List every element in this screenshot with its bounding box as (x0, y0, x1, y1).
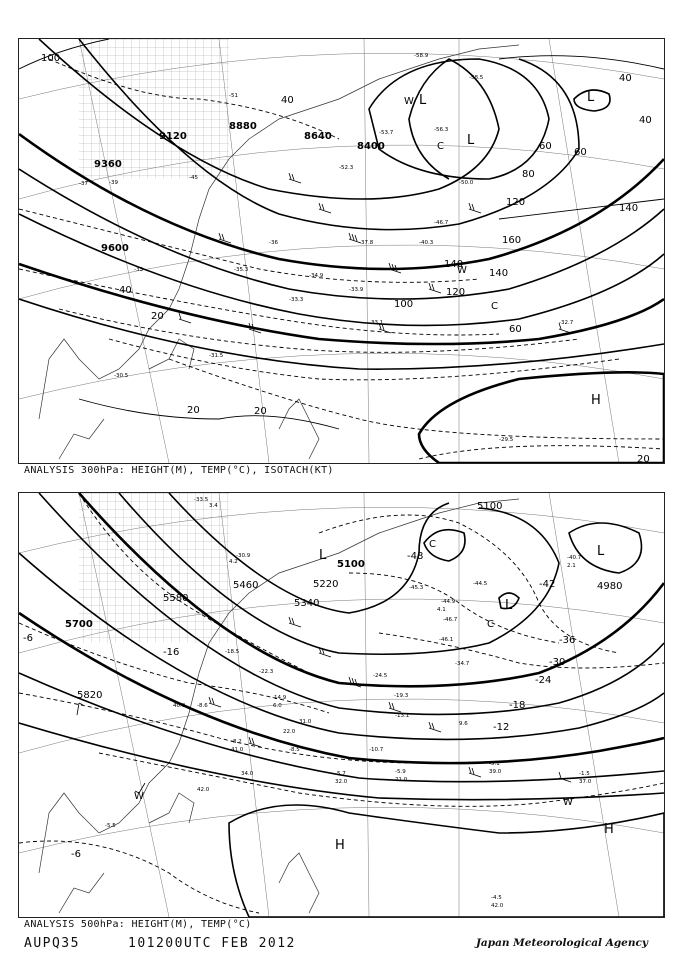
low-center: L (597, 544, 605, 559)
temp-value: -32.7 (559, 320, 574, 326)
caption-500hpa: ANALYSIS 500hPa: HEIGHT(M), TEMP(°C) (24, 919, 252, 930)
isotherm-label: -42 (539, 579, 556, 590)
isotach-label: 140 (444, 259, 464, 270)
isotherm-label: -24 (535, 675, 552, 686)
isotach-label: 160 (502, 235, 522, 246)
dewpoint-value: 32.0 (335, 779, 348, 785)
height-label: 5700 (65, 619, 93, 630)
dewpoint-value: 2.1 (567, 563, 576, 569)
height-label: 5220 (313, 579, 339, 590)
temp-value: -18.5 (225, 649, 240, 655)
height-label: 9600 (101, 243, 129, 254)
temp-value: -40.7 (567, 555, 582, 561)
dewpoint-value: 42.0 (197, 787, 210, 793)
temp-value: -29.5 (499, 437, 514, 443)
isotherm-label: -6 (71, 849, 81, 860)
height-label: 4980 (597, 581, 623, 592)
isotherm-label: -48 (407, 551, 424, 562)
temp-value: -56.3 (434, 127, 449, 133)
high-center: H (335, 838, 345, 853)
low-center: L (419, 93, 427, 108)
isotach-label: 40 (281, 95, 294, 106)
temp-value: -51 (229, 93, 238, 99)
map-500hpa-svg (19, 493, 664, 917)
temp-value: -46.1 (439, 637, 454, 643)
isotach-label: 40 (639, 115, 652, 126)
temp-value: -46.7 (434, 220, 449, 226)
analysis-300hpa-map (18, 38, 665, 464)
valid-time: 101200UTC FEB 2012 (128, 936, 296, 951)
temp-value: -37 (79, 181, 88, 187)
dewpoint-value: 6.0 (273, 703, 282, 709)
isotach-label: 20 (151, 311, 164, 322)
temp-value: -50.0 (459, 180, 474, 186)
temp-value: -33.5 (194, 497, 209, 503)
high-center: H (591, 393, 601, 408)
temp-value: -19.3 (394, 693, 409, 699)
temp-value: -33.9 (349, 287, 364, 293)
temp-value: -45.3 (409, 585, 424, 591)
dewpoint-value: 22.0 (283, 729, 296, 735)
temp-value: -46.7 (443, 617, 458, 623)
isotherm-label: -12 (493, 722, 510, 733)
chart-id: AUPQ35 (24, 936, 80, 951)
pressure-systems (404, 90, 601, 408)
temp-value: -8.2 (231, 739, 242, 745)
temp-value: -5.1 (489, 761, 500, 767)
temp-value: -44.9 (441, 599, 456, 605)
isotherm-label: -6 (23, 633, 33, 644)
dewpoint-value: 37.0 (579, 779, 592, 785)
temp-value: -40.3 (419, 240, 434, 246)
temp-value: -36 (269, 240, 278, 246)
height-label: 9120 (159, 131, 187, 142)
isotherm-label: -16 (163, 647, 180, 658)
cold-marker: C (429, 539, 436, 550)
isotach-label: 80 (522, 169, 535, 180)
height-label: 8880 (229, 121, 257, 132)
temp-value: -37.8 (359, 240, 374, 246)
isotach-label: 40 (119, 285, 132, 296)
temp-value: -5.7 (335, 771, 346, 777)
isotach-label: 140 (489, 268, 509, 279)
low-center: L (319, 548, 327, 563)
temp-value: -34.7 (455, 661, 470, 667)
temp-value: -45 (189, 175, 198, 181)
low-center: L (505, 598, 513, 613)
height-label: 5340 (294, 598, 320, 609)
isotach-label: 20 (637, 454, 650, 463)
temp-value: -8.5 (289, 747, 300, 753)
isotach-label: 120 (446, 287, 466, 298)
temp-value: -24.5 (373, 673, 388, 679)
temp-value: -33.1 (369, 320, 384, 326)
temp-value: -4.5 (491, 895, 502, 901)
height-label: 5820 (77, 690, 103, 701)
temp-value: -5.9 (395, 769, 406, 775)
isotach-label: 20 (187, 405, 200, 416)
height-label: 5460 (233, 580, 259, 591)
isotach-label: 20 (254, 406, 267, 417)
temp-value: -14.9 (272, 695, 287, 701)
cold-marker: C (437, 141, 444, 152)
analysis-500hpa-map (18, 492, 665, 918)
dewpoint-value: 40.0 (173, 703, 186, 709)
dewpoint-value: 9.6 (459, 721, 468, 727)
temp-value: -5.5 (105, 823, 116, 829)
temp-value: -44.5 (473, 581, 488, 587)
temp-value: -58.5 (469, 75, 484, 81)
temp-value: -53.7 (379, 130, 394, 136)
isotach-label: 120 (506, 197, 526, 208)
isotach-label: 60 (509, 324, 522, 335)
temp-value: -30.5 (114, 373, 129, 379)
isotach-label: 60 (574, 147, 587, 158)
isotherm-label: -36 (559, 635, 576, 646)
height-label: 8640 (304, 131, 332, 142)
temp-value: -58.9 (414, 53, 429, 59)
isotach-label: 60 (539, 141, 552, 152)
dewpoint-value: 21.0 (395, 777, 408, 783)
warm-marker: W (134, 791, 144, 802)
temp-value: -10.7 (369, 747, 384, 753)
temp-value: -52.3 (339, 165, 354, 171)
temp-value: -22.3 (259, 669, 274, 675)
agency-name: Japan Meteorological Agency (475, 937, 648, 949)
warm-marker: W (563, 797, 573, 808)
temp-value: -33.3 (289, 297, 304, 303)
temp-value: -34.9 (309, 273, 324, 279)
height-label: 5100 (477, 501, 503, 512)
isotach-label: 100 (394, 299, 414, 310)
high-center: H (604, 822, 614, 837)
temp-value: -30.9 (236, 553, 251, 559)
temp-value: -1.5 (579, 771, 590, 777)
dewpoint-value: 31.0 (299, 719, 312, 725)
height-label: 5100 (337, 559, 365, 570)
low-center: L (587, 90, 595, 105)
dewpoint-value: 3.4 (209, 503, 218, 509)
height-label: 8400 (357, 141, 385, 152)
temp-value: -39 (109, 180, 118, 186)
warm-marker: W (457, 265, 467, 276)
height-label: 5580 (163, 593, 189, 604)
dewpoint-value: 39.0 (489, 769, 502, 775)
dewpoint-readouts (173, 503, 592, 909)
isotach-label: 40 (619, 73, 632, 84)
isotherm-label: -18 (509, 700, 526, 711)
hatched-area (79, 39, 229, 179)
temp-value: -13.1 (395, 713, 410, 719)
cold-marker: C (491, 301, 498, 312)
dewpoint-value: 4.2 (229, 559, 238, 565)
caption-300hpa: ANALYSIS 300hPa: HEIGHT(M), TEMP(°C), ISOTACH(KT) (24, 465, 334, 476)
isotach-label: 140 (619, 203, 639, 214)
dewpoint-value: 4.1 (437, 607, 446, 613)
isotherm-label: -30 (549, 657, 566, 668)
warm-marker: W (404, 96, 414, 107)
height-label: 9360 (94, 159, 122, 170)
dewpoint-value: 42.0 (491, 903, 504, 909)
temp-value: -35.3 (234, 267, 249, 273)
dewpoint-value: 34.0 (241, 771, 254, 777)
dewpoint-value: 41.0 (231, 747, 244, 753)
low-center: L (467, 133, 475, 148)
isotach-label: 100 (41, 53, 61, 64)
map-300hpa-svg (19, 39, 664, 463)
temp-value: -31.5 (209, 353, 224, 359)
temp-value: -8.6 (197, 703, 208, 709)
temp-value: -33 (134, 267, 143, 273)
cold-marker: C (487, 619, 494, 630)
